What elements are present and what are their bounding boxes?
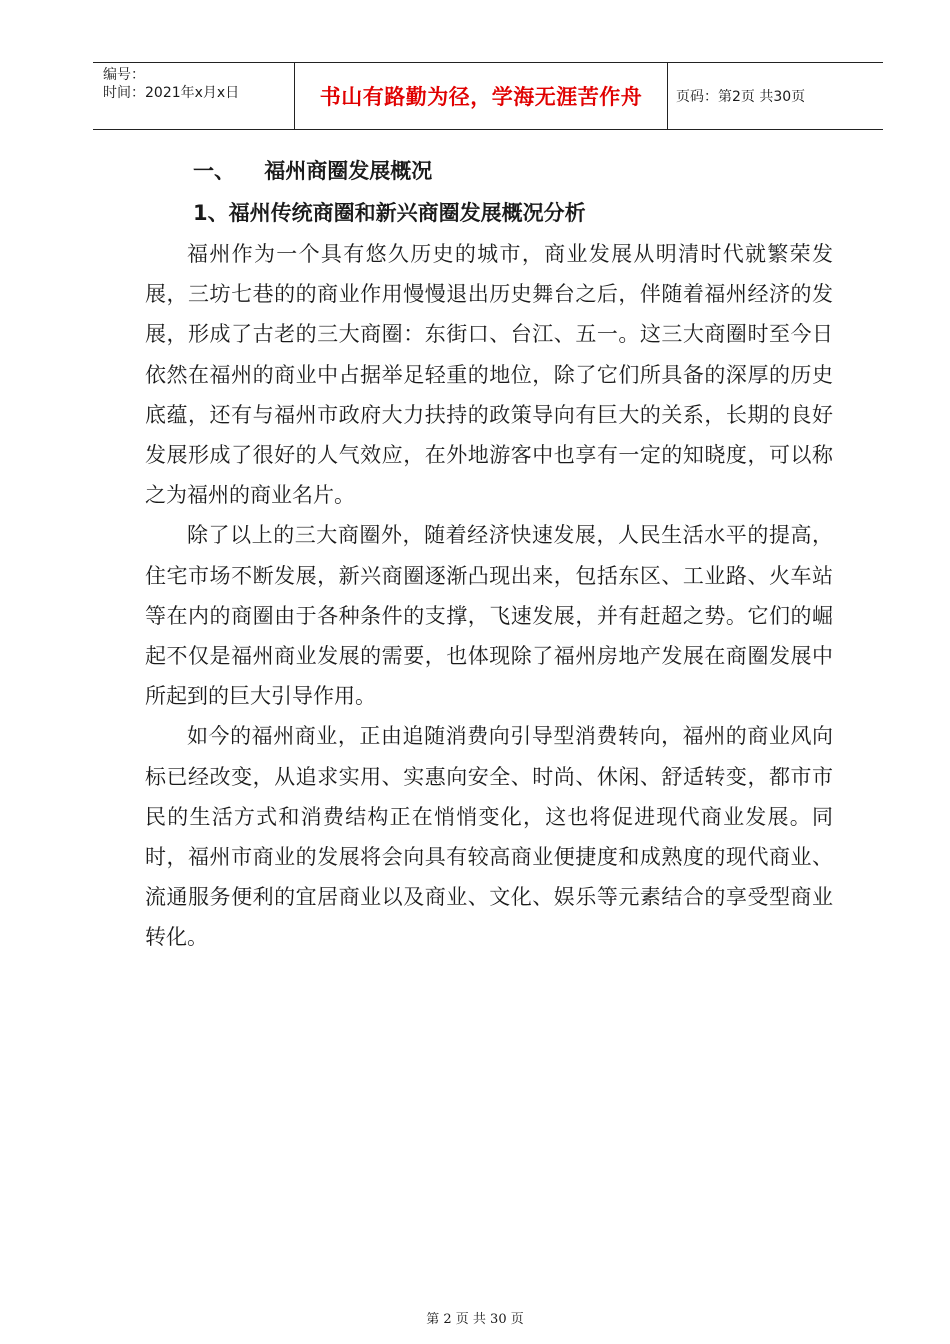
document-body: [145, 150, 835, 958]
page-header: [93, 62, 883, 130]
section-subheading: 1、福州传统商圈和新兴商圈发展概况分析: [193, 201, 586, 225]
section-heading: 一、 福州商圈发展概况: [193, 159, 433, 183]
document-time-label: 时间：2021年x月x日: [103, 85, 240, 101]
body-paragraph-1: 福州作为一个具有悠久历史的城市，商业发展从明清时代就繁荣发展，三坊七巷的的商业作用慢慢退出历史舞台之后，伴随着福州经济的发展，形成了古老的三大商圈：东街口、台江、五一。这三大商圈时至今日依然在福州的商业中占据举足轻重的地位，除了它们所具备的深厚的历史底蕴，还有与福州市政府大力扶持的政策导向有巨大的关系，长期的良好发展形成了很好的人气效应，在外地游客中也享有一定的知晓度，可以称之为福州的商业名片。: [145, 242, 833, 508]
body-paragraph-3: 如今的福州商业，正由追随消费向引导型消费转向，福州的商业风向标已经改变，从追求实用、实惠向安全、时尚、休闲、舒适转变，都市市民的生活方式和消费结构正在悄悄变化，这也将促进现代商业发展。同时，福州市商业的发展将会向具有较高商业便捷度和成熟度的现代商业、流通服务便利的宜居商业以及商业、文化、娱乐等元素结合的享受型商业转化。: [145, 724, 833, 950]
page-footer: 第 2 页 共 30 页: [426, 1312, 524, 1327]
body-paragraph-2: 除了以上的三大商圈外，随着经济快速发展，人民生活水平的提高，住宅市场不断发展，新兴商圈逐渐凸现出来，包括东区、工业路、火车站等在内的商圈由于各种条件的支撑，飞速发展，并有赶超之势。它们的崛起不仅是福州商业发展的需要，也体现除了福州房地产发展在商圈发展中所起到的巨大引导作用。: [145, 523, 833, 709]
header-motto: 书山有路勤为径，学海无涯苦作舟: [295, 63, 668, 129]
header-page-label: 页码：第2页 共30页: [676, 89, 806, 105]
document-number-label: 编号：: [103, 67, 145, 83]
header-meta-cell: [93, 63, 295, 129]
